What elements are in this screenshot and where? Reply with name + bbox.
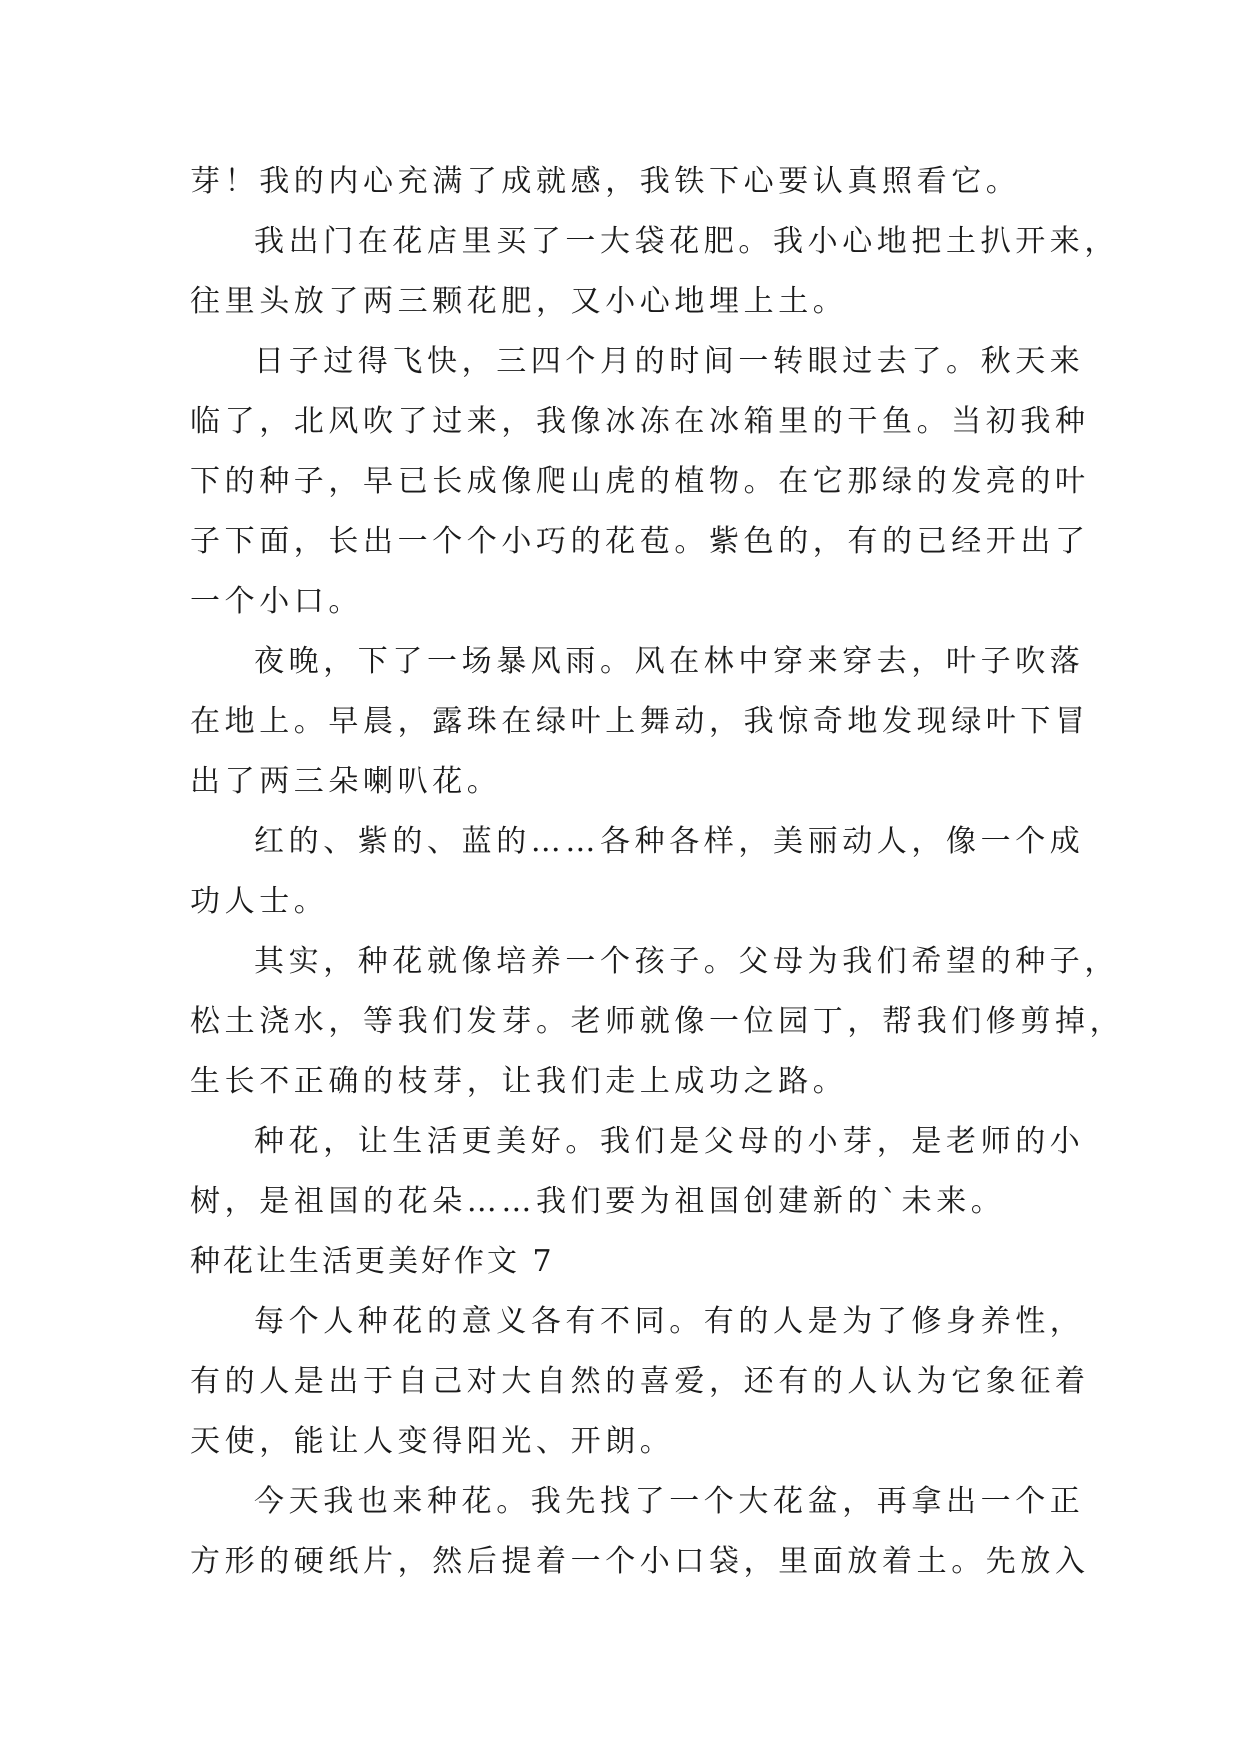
- paragraph-first-line: 种花，让生活更美好。我们是父母的小芽，是老师的小: [254, 1124, 1085, 1159]
- text-line: 树，是祖国的花朵……我们要为祖国创建新的`未来。: [190, 1184, 1006, 1219]
- document-body: [190, 152, 1125, 1592]
- text-line: 松土浇水，等我们发芽。老师就像一位园丁，帮我们修剪掉，: [190, 1004, 1125, 1039]
- text-line: 往里头放了两三颗花肥，又小心地埋上土。: [190, 284, 848, 319]
- paragraph-first-line: 红的、紫的、蓝的……各种各样，美丽动人，像一个成: [254, 824, 1085, 859]
- paragraph-first-line: 今天我也来种花。我先找了一个大花盆，再拿出一个正: [254, 1484, 1085, 1519]
- paragraph-first-line: 我出门在花店里买了一大袋花肥。我小心地把土扒开来，: [254, 224, 1119, 259]
- text-line: 一个小口。: [190, 584, 363, 619]
- text-line: 功人士。: [190, 884, 329, 919]
- text-line: 生长不正确的枝芽，让我们走上成功之路。: [190, 1064, 848, 1099]
- text-line: 方形的硬纸片，然后提着一个小口袋，里面放着土。先放入: [190, 1544, 1090, 1579]
- section-heading: 种花让生活更美好作文 7: [190, 1244, 555, 1279]
- text-line: 芽！我的内心充满了成就感，我铁下心要认真照看它。: [190, 164, 1021, 199]
- text-line: 在地上。早晨，露珠在绿叶上舞动，我惊奇地发现绿叶下冒: [190, 704, 1090, 739]
- text-line: 子下面，长出一个个小巧的花苞。紫色的，有的已经开出了: [190, 524, 1090, 559]
- paragraph-first-line: 每个人种花的意义各有不同。有的人是为了修身养性，: [254, 1304, 1085, 1339]
- paragraph-first-line: 夜晚，下了一场暴风雨。风在林中穿来穿去，叶子吹落: [254, 644, 1085, 679]
- paragraph-first-line: 其实，种花就像培养一个孩子。父母为我们希望的种子，: [254, 944, 1119, 979]
- text-line: 临了，北风吹了过来，我像冰冻在冰箱里的干鱼。当初我种: [190, 404, 1090, 439]
- text-line: 有的人是出于自己对大自然的喜爱，还有的人认为它象征着: [190, 1364, 1090, 1399]
- paragraph-first-line: 日子过得飞快，三四个月的时间一转眼过去了。秋天来: [254, 344, 1085, 379]
- text-line: 出了两三朵喇叭花。: [190, 764, 502, 799]
- text-line: 下的种子，早已长成像爬山虎的植物。在它那绿的发亮的叶: [190, 464, 1090, 499]
- text-line: 天使，能让人变得阳光、开朗。: [190, 1424, 675, 1459]
